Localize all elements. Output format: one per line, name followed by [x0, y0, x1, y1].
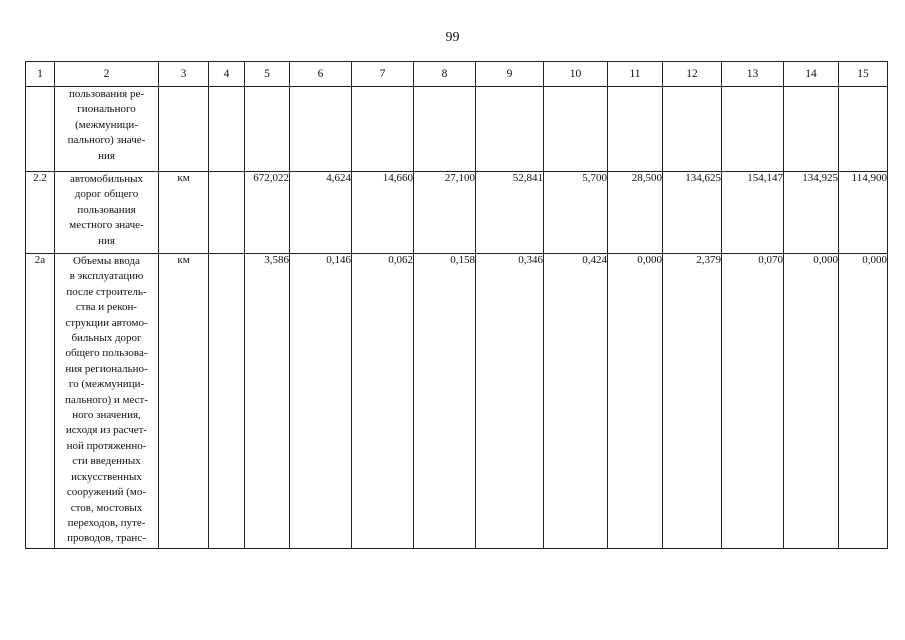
- value-cell: [414, 87, 476, 172]
- header-row: [26, 62, 888, 87]
- header-cell: 13: [722, 62, 784, 87]
- value-cell: 28,500: [608, 172, 663, 254]
- table-row: [26, 172, 888, 254]
- value-cell: 14,660: [352, 172, 414, 254]
- value-cell: 27,100: [414, 172, 476, 254]
- value-cell: 2,379: [663, 254, 722, 549]
- value-cell: 3,586: [245, 254, 290, 549]
- header-cell: 7: [352, 62, 414, 87]
- header-cell: 15: [839, 62, 888, 87]
- unit-cell: км: [159, 254, 209, 549]
- value-cell: 0,000: [839, 254, 888, 549]
- value-cell: 0,000: [784, 254, 839, 549]
- value-cell: 672,022: [245, 172, 290, 254]
- value-cell: 0,424: [544, 254, 608, 549]
- value-cell: 4,624: [290, 172, 352, 254]
- header-cell: 3: [159, 62, 209, 87]
- value-cell: [839, 87, 888, 172]
- table-row: [26, 254, 888, 549]
- value-cell: 154,147: [722, 172, 784, 254]
- empty-cell: [209, 172, 245, 254]
- header-cell: 10: [544, 62, 608, 87]
- header-cell: 9: [476, 62, 544, 87]
- value-cell: [245, 87, 290, 172]
- value-cell: 5,700: [544, 172, 608, 254]
- value-cell: 0,146: [290, 254, 352, 549]
- header-cell: 14: [784, 62, 839, 87]
- value-cell: [784, 87, 839, 172]
- indicator-name: пользования ре- гионального (межмуници- пального) значе- ния: [55, 87, 159, 172]
- header-cell: 4: [209, 62, 245, 87]
- value-cell: 52,841: [476, 172, 544, 254]
- header-cell: 6: [290, 62, 352, 87]
- value-cell: 0,158: [414, 254, 476, 549]
- header-cell: 8: [414, 62, 476, 87]
- header-cell: 11: [608, 62, 663, 87]
- value-cell: 0,346: [476, 254, 544, 549]
- indicator-name: автомобильных дорог общего пользования местного значе- ния: [55, 172, 159, 254]
- value-cell: [476, 87, 544, 172]
- indicator-name: Объемы ввода в эксплуатацию после строитель- ства и рекон- струкции автомо- бильных дорог общего пользова- ния регионально- го (межмуници- пального) и мест- ного значения, исходя из расчет- ной протяженно- сти введенных искусственных сооружений (мо- стов, мостовых переходов, путе- проводов, транс-: [55, 254, 159, 549]
- header-cell: 5: [245, 62, 290, 87]
- value-cell: [608, 87, 663, 172]
- value-cell: [663, 87, 722, 172]
- empty-cell: [209, 254, 245, 549]
- unit-cell: км: [159, 172, 209, 254]
- value-cell: 134,625: [663, 172, 722, 254]
- value-cell: 134,925: [784, 172, 839, 254]
- value-cell: [290, 87, 352, 172]
- value-cell: 0,070: [722, 254, 784, 549]
- page-number: 99: [445, 30, 460, 45]
- header-cell: 2: [55, 62, 159, 87]
- value-cell: [722, 87, 784, 172]
- row-number: 2.2: [26, 172, 55, 254]
- value-cell: 0,062: [352, 254, 414, 549]
- table-row: [26, 87, 888, 172]
- value-cell: [544, 87, 608, 172]
- empty-cell: [209, 87, 245, 172]
- data-table: [25, 61, 888, 549]
- row-number: 2а: [26, 254, 55, 549]
- value-cell: 114,900: [839, 172, 888, 254]
- row-number: [26, 87, 55, 172]
- unit-cell: [159, 87, 209, 172]
- header-cell: 12: [663, 62, 722, 87]
- value-cell: [352, 87, 414, 172]
- value-cell: 0,000: [608, 254, 663, 549]
- header-cell: 1: [26, 62, 55, 87]
